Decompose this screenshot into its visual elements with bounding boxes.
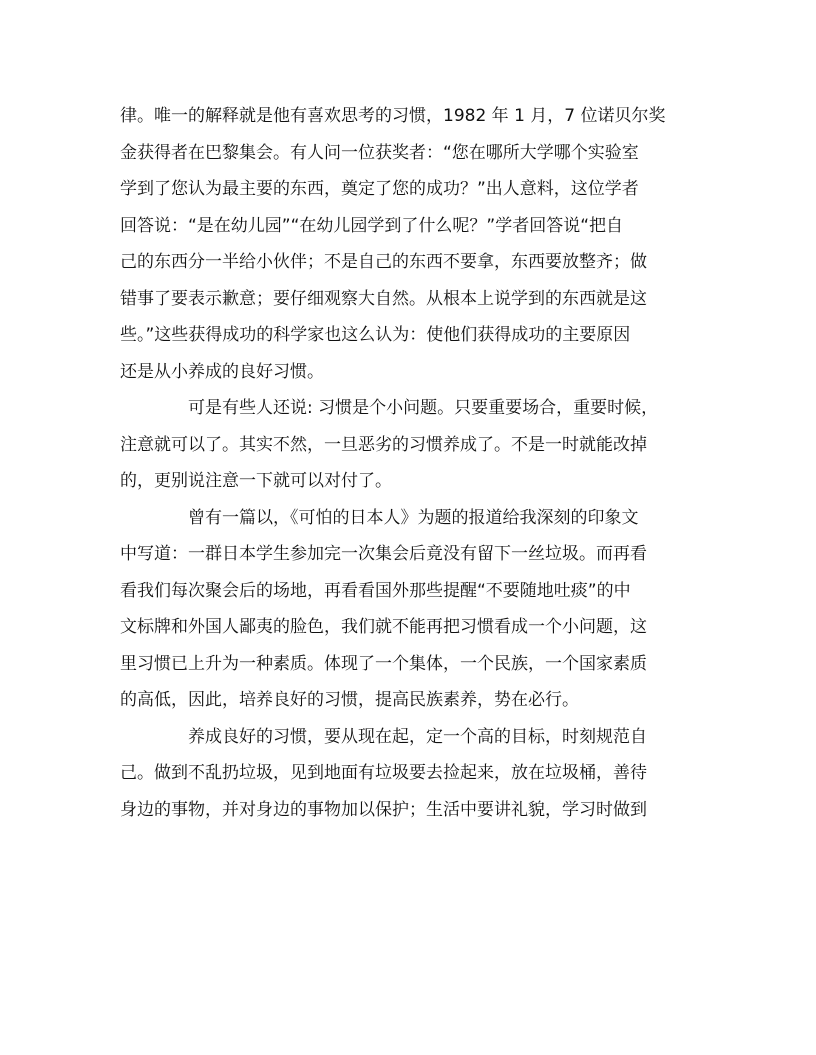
paragraph-start-line: 养成良好的习惯，要从现在起，定一个高的目标，时刻规范自 — [188, 726, 647, 747]
text-line: 些。”这些获得成功的科学家也这么认为：使他们获得成功的主要原因 — [120, 325, 631, 345]
text-line: 文标牌和外国人鄙夷的脸色，我们就不能再把习惯看成一个小问题，这 — [120, 617, 647, 637]
body-text — [120, 98, 696, 828]
text-line: 学到了您认为最主要的东西，奠定了您的成功？”出人意料，这位学者 — [120, 179, 639, 199]
paragraph-start-line: 可是有些人还说: 习惯是个小问题。只要重要场合，重要时候， — [188, 398, 659, 418]
text-line: 还是从小养成的良好习惯。 — [120, 361, 324, 382]
text-line: 律。唯一的解释就是他有喜欢思考的习惯，1982 年 1 月，7 位诺贝尔奖 — [120, 106, 666, 126]
text-line: 己。做到不乱扔垃圾，见到地面有垃圾要去捡起来，放在垃圾桶，善待 — [120, 763, 647, 783]
text-line: 中写道：一群日本学生参加完一次集会后竟没有留下一丝垃圾。而再看 — [120, 544, 647, 564]
paragraph-start-line: 曾有一篇以，《可怕的日本人》为题的报道给我深刻的印象文 — [188, 507, 639, 528]
text-line: 看我们每次聚会后的场地，再看看国外那些提醒“不要随地吐痰”的中 — [120, 580, 631, 601]
text-line: 的，更别说注意一下就可以对付了。 — [120, 471, 392, 491]
text-line: 回答说：“是在幼儿园”“在幼儿园学到了什么呢？”学者回答说“把自 — [120, 215, 624, 236]
text-line: 注意就可以了。其实不然，一旦恶劣的习惯养成了。不是一时就能改掉 — [120, 434, 647, 455]
text-line: 的高低，因此，培养良好的习惯，提高民族素养，势在必行。 — [120, 690, 579, 710]
text-line: 里习惯已上升为一种素质。体现了一个集体，一个民族，一个国家素质 — [120, 653, 647, 674]
text-line: 错事了要表示歉意；要仔细观察大自然。从根本上说学到的东西就是这 — [120, 288, 647, 309]
text-line: 己的东西分一半给小伙伴；不是自己的东西不要拿，东西要放整齐；做 — [120, 252, 647, 272]
text-line: 金获得者在巴黎集会。有人问一位获奖者：“您在哪所大学哪个实验室 — [120, 142, 639, 163]
text-line: 身边的事物，并对身边的事物加以保护；生活中要讲礼貌，学习时做到 — [120, 799, 647, 820]
